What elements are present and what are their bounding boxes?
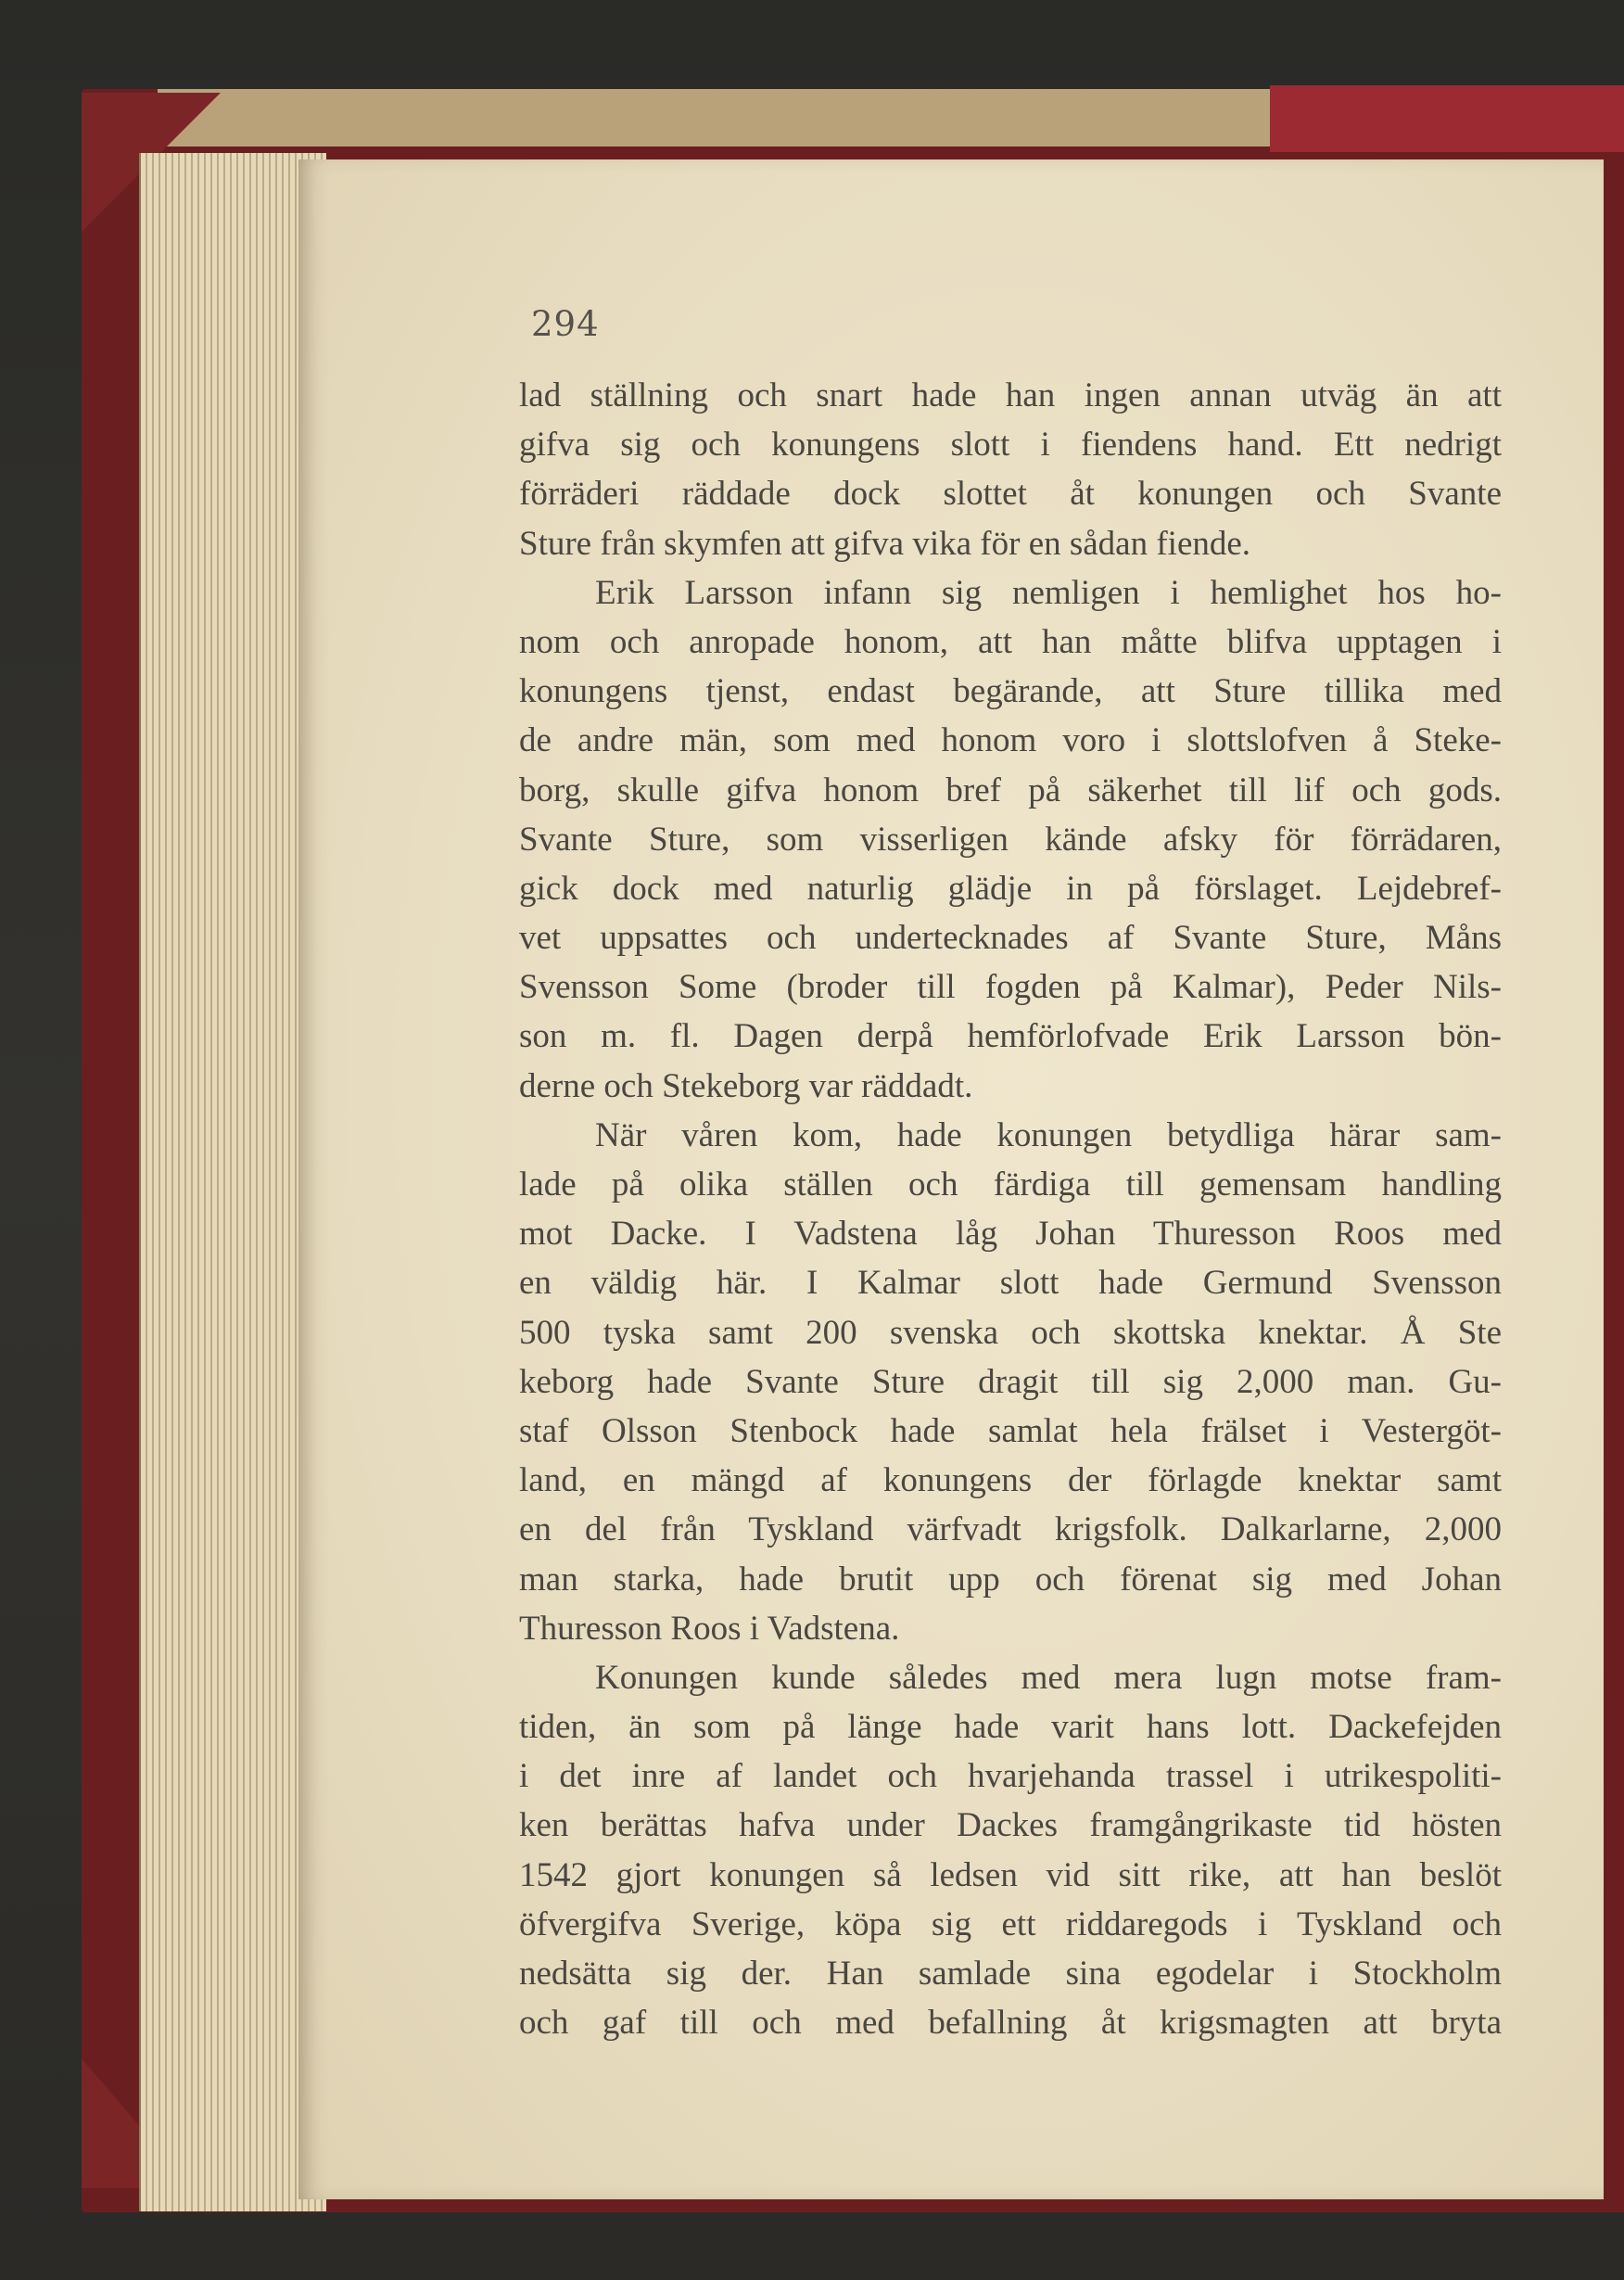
text-line: Sture från skymfen att gifva vika för en sådan fiende. (519, 524, 1251, 563)
text-line: son m. fl. Dagen derpå hemförlofvade Erik Larsson bön- (519, 1017, 1502, 1056)
text-line: 500 tyska samt 200 svenska och skottska knektar. Å Ste (519, 1313, 1502, 1352)
text-line: förräderi räddade dock slottet åt konungen och Svante (519, 475, 1502, 514)
text-line: de andre män, som med honom voro i slottslofven å Steke- (519, 721, 1502, 760)
text-line: land, en mängd af konungens der förlagde knektar samt (519, 1461, 1502, 1500)
text-line: i det inre af landet och hvarjehanda trassel i utrikespoliti- (519, 1757, 1502, 1796)
text-line: gick dock med naturlig glädje in på förslaget. Lejdebref- (519, 869, 1502, 908)
text-line: och gaf till och med befallning åt krigsmagten att bryta (519, 2004, 1502, 2043)
text-line: keborg hade Svante Sture dragit till sig 2,000 man. Gu- (519, 1362, 1502, 1401)
text-line: staf Olsson Stenbock hade samlat hela frälset i Vestergöt- (519, 1411, 1502, 1450)
text-line: nom och anropade honom, att han måtte blifva upptagen i (519, 622, 1502, 661)
text-line: Svensson Some (broder till fogden på Kalmar), Peder Nils- (519, 968, 1502, 1007)
text-line: När våren kom, hade konungen betydliga härar sam- (595, 1115, 1502, 1154)
text-line: Svante Sture, som visserligen kände afsky för förrädaren, (519, 820, 1502, 859)
text-line: en väldig här. I Kalmar slott hade Germund Svensson (519, 1264, 1502, 1303)
page-number: 294 (531, 304, 600, 344)
text-line: vet uppsattes och undertecknades af Svante Sture, Måns (519, 919, 1502, 958)
text-line: Thuresson Roos i Vadstena. (519, 1609, 900, 1648)
text-line: konungens tjenst, endast begärande, att Sture tillika med (519, 672, 1502, 711)
text-line: gifva sig och konungens slott i fiendens hand. Ett nedrigt (519, 426, 1502, 465)
text-line: nedsätta sig der. Han samlade sina egodelar i Stockholm (519, 1955, 1502, 1993)
text-line: tiden, än som på länge hade varit hans lott. Dackefejden (519, 1708, 1502, 1747)
text-line: öfvergifva Sverige, köpa sig ett riddaregods i Tyskland och (519, 1904, 1502, 1943)
text-line: Erik Larsson infann sig nemligen i hemlighet hos ho- (595, 573, 1502, 612)
text-line: Konungen kunde således med mera lugn motse fram- (595, 1658, 1502, 1697)
text-line: 1542 gjort konungen så ledsen vid sitt rike, att han beslöt (519, 1855, 1502, 1894)
book-cover-spine-edge (1270, 85, 1624, 152)
text-line: ken berättas hafva under Dackes framgångrikaste tid hösten (519, 1806, 1502, 1845)
text-line: mot Dacke. I Vadstena låg Johan Thuresson Roos med (519, 1215, 1502, 1254)
text-line: en del från Tyskland värfvadt krigsfolk. Dalkarlarne, 2,000 (519, 1510, 1502, 1549)
text-line: borg, skulle gifva honom bref på säkerhet till lif och gods. (519, 771, 1502, 809)
text-line: lade på olika ställen och färdiga till gemensam handling (519, 1165, 1502, 1204)
text-line: man starka, hade brutit upp och förenat sig med Johan (519, 1560, 1502, 1599)
page-block-top-edge (158, 89, 1270, 146)
body-text (519, 371, 1502, 2047)
text-line: derne och Stekeborg var räddadt. (519, 1066, 973, 1105)
text-line: lad ställning och snart hade han ingen annan utväg än att (519, 376, 1502, 414)
